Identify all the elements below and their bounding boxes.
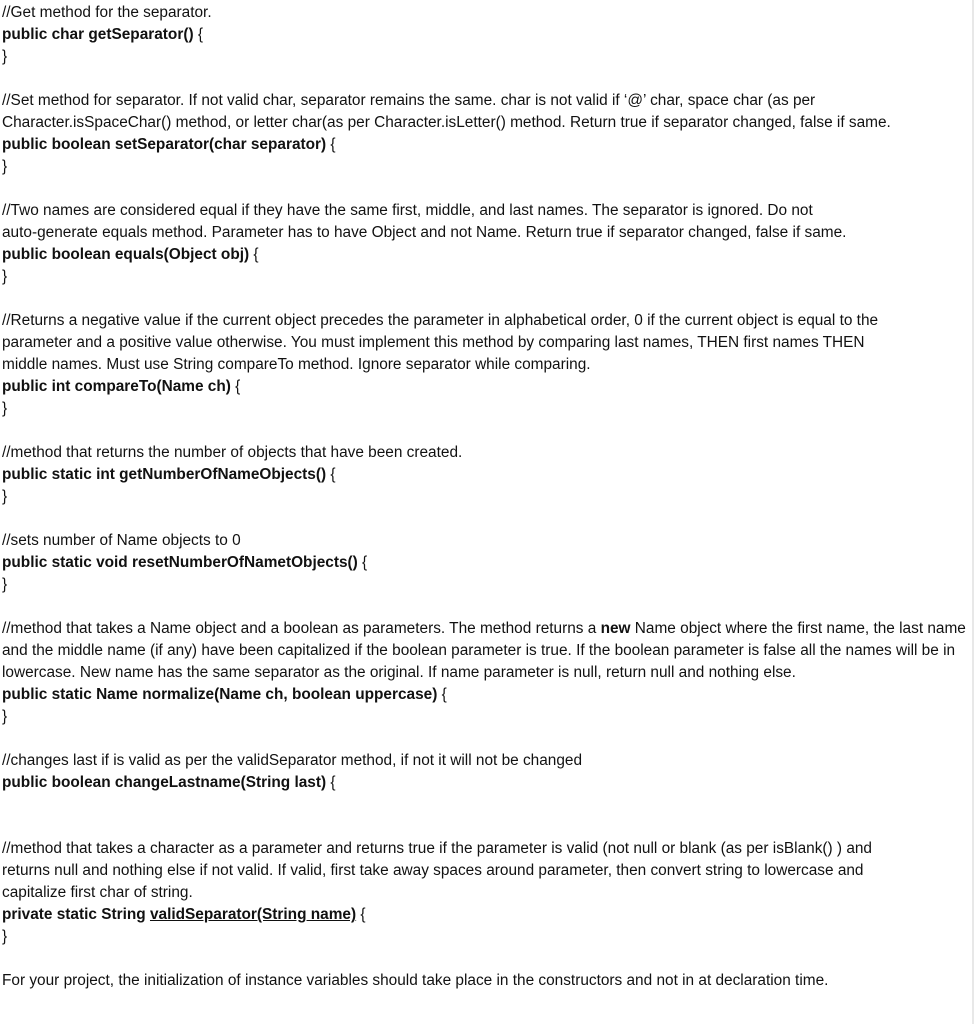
signature-reset-number-of-name-objects: [2, 552, 970, 574]
open-brace: {: [356, 906, 366, 923]
comment-normalize-part-1: //method that takes a Name object and a boolean as parameters. The method returns a: [2, 620, 601, 637]
close-brace: }: [2, 158, 8, 175]
comment-compare-to-line-3: middle names. Must use String compareTo method. Ignore separator while comparing.: [2, 356, 591, 373]
signature-text: public boolean setSeparator(char separator): [2, 136, 327, 153]
open-brace: {: [230, 378, 241, 395]
comment-reset-number-of-name-objects: //sets number of Name objects to 0: [2, 532, 241, 549]
document: [2, 2, 970, 992]
signature-get-number-of-name-objects: [2, 464, 970, 486]
signature-equals: [2, 244, 970, 266]
signature-valid-separator: [2, 904, 970, 926]
close-brace: }: [2, 708, 8, 725]
close-brace: }: [2, 48, 8, 65]
comment-valid-separator-line-1: //method that takes a character as a parameter and returns true if the parameter is valid (not null or blank (as per isBlank() ) and: [2, 840, 872, 857]
signature-text: public boolean equals(Object obj): [2, 246, 250, 263]
signature-set-separator: [2, 134, 970, 156]
open-brace: {: [193, 26, 203, 43]
comment-compare-to-line-1: //Returns a negative value if the current object precedes the parameter in alphabetical order, 0 if the current object is equal to the: [2, 312, 879, 329]
open-brace: {: [326, 774, 336, 791]
footer-note: For your project, the initialization of instance variables should take place in the constructors and not in at declaration time.: [2, 972, 829, 989]
signature-text: public static void resetNumberOfNametObjects(): [2, 554, 358, 571]
close-brace: }: [2, 576, 8, 593]
open-brace: {: [326, 136, 336, 153]
open-brace: {: [249, 246, 259, 263]
comment-compare-to-line-2: parameter and a positive value otherwise. You must implement this method by comparing last names, THEN first names THEN: [2, 334, 865, 351]
comment-valid-separator-line-2: returns null and nothing else if not valid. If valid, first take away spaces around parameter, then convert string to lowercase and: [2, 862, 864, 879]
comment-change-lastname: //changes last if is valid as per the validSeparator method, if not it will not be changed: [2, 752, 583, 769]
close-brace: }: [2, 268, 8, 285]
comment-set-separator-line-2: Character.isSpaceChar() method, or letter char(as per Character.isLetter() method. Return true if separator changed, false if same.: [2, 114, 891, 131]
signature-text: public static Name normalize(Name ch, boolean uppercase): [2, 686, 438, 703]
signature-prefix: private static String: [2, 906, 150, 923]
signature-underlined: validSeparator(String name): [149, 906, 357, 923]
comment-set-separator-line-1: //Set method for separator. If not valid char, separator remains the same. char is not valid if ‘@’ char, space char (as per: [2, 92, 816, 109]
close-brace: }: [2, 488, 8, 505]
comment-normalize: [2, 618, 970, 684]
signature-text: public char getSeparator(): [2, 26, 194, 43]
comment-get-number-of-name-objects: //method that returns the number of objects that have been created.: [2, 444, 463, 461]
comment-equals-line-2: auto-generate equals method. Parameter has to have Object and not Name. Return true if separator changed, false if same.: [2, 224, 847, 241]
signature-get-separator: [2, 24, 970, 46]
close-brace: }: [2, 928, 8, 945]
comment-get-separator: //Get method for the separator.: [2, 4, 212, 21]
signature-text: public int compareTo(Name ch): [2, 378, 231, 395]
signature-compare-to: [2, 376, 970, 398]
signature-change-lastname: [2, 772, 970, 794]
comment-equals-line-1: //Two names are considered equal if they have the same first, middle, and last names. The separator is ignored. Do not: [2, 202, 813, 219]
signature-normalize: [2, 684, 970, 706]
signature-text: public boolean changeLastname(String last): [2, 774, 327, 791]
comment-valid-separator-line-3: capitalize first char of string.: [2, 884, 193, 901]
close-brace: }: [2, 400, 8, 417]
comment-normalize-bold: new: [600, 620, 631, 637]
signature-text: public static int getNumberOfNameObjects(): [2, 466, 327, 483]
open-brace: {: [326, 466, 336, 483]
open-brace: {: [357, 554, 368, 571]
comment-normalize-part-2: Name object where the first name, the last name and the middle name (if any) have been capitalized if the boolean parameter is true. If the boolean parameter is false all the names will be in lowercase. New name has the same separator as the original. If name parameter is null, return null and nothing else.: [2, 620, 966, 681]
open-brace: {: [437, 686, 447, 703]
